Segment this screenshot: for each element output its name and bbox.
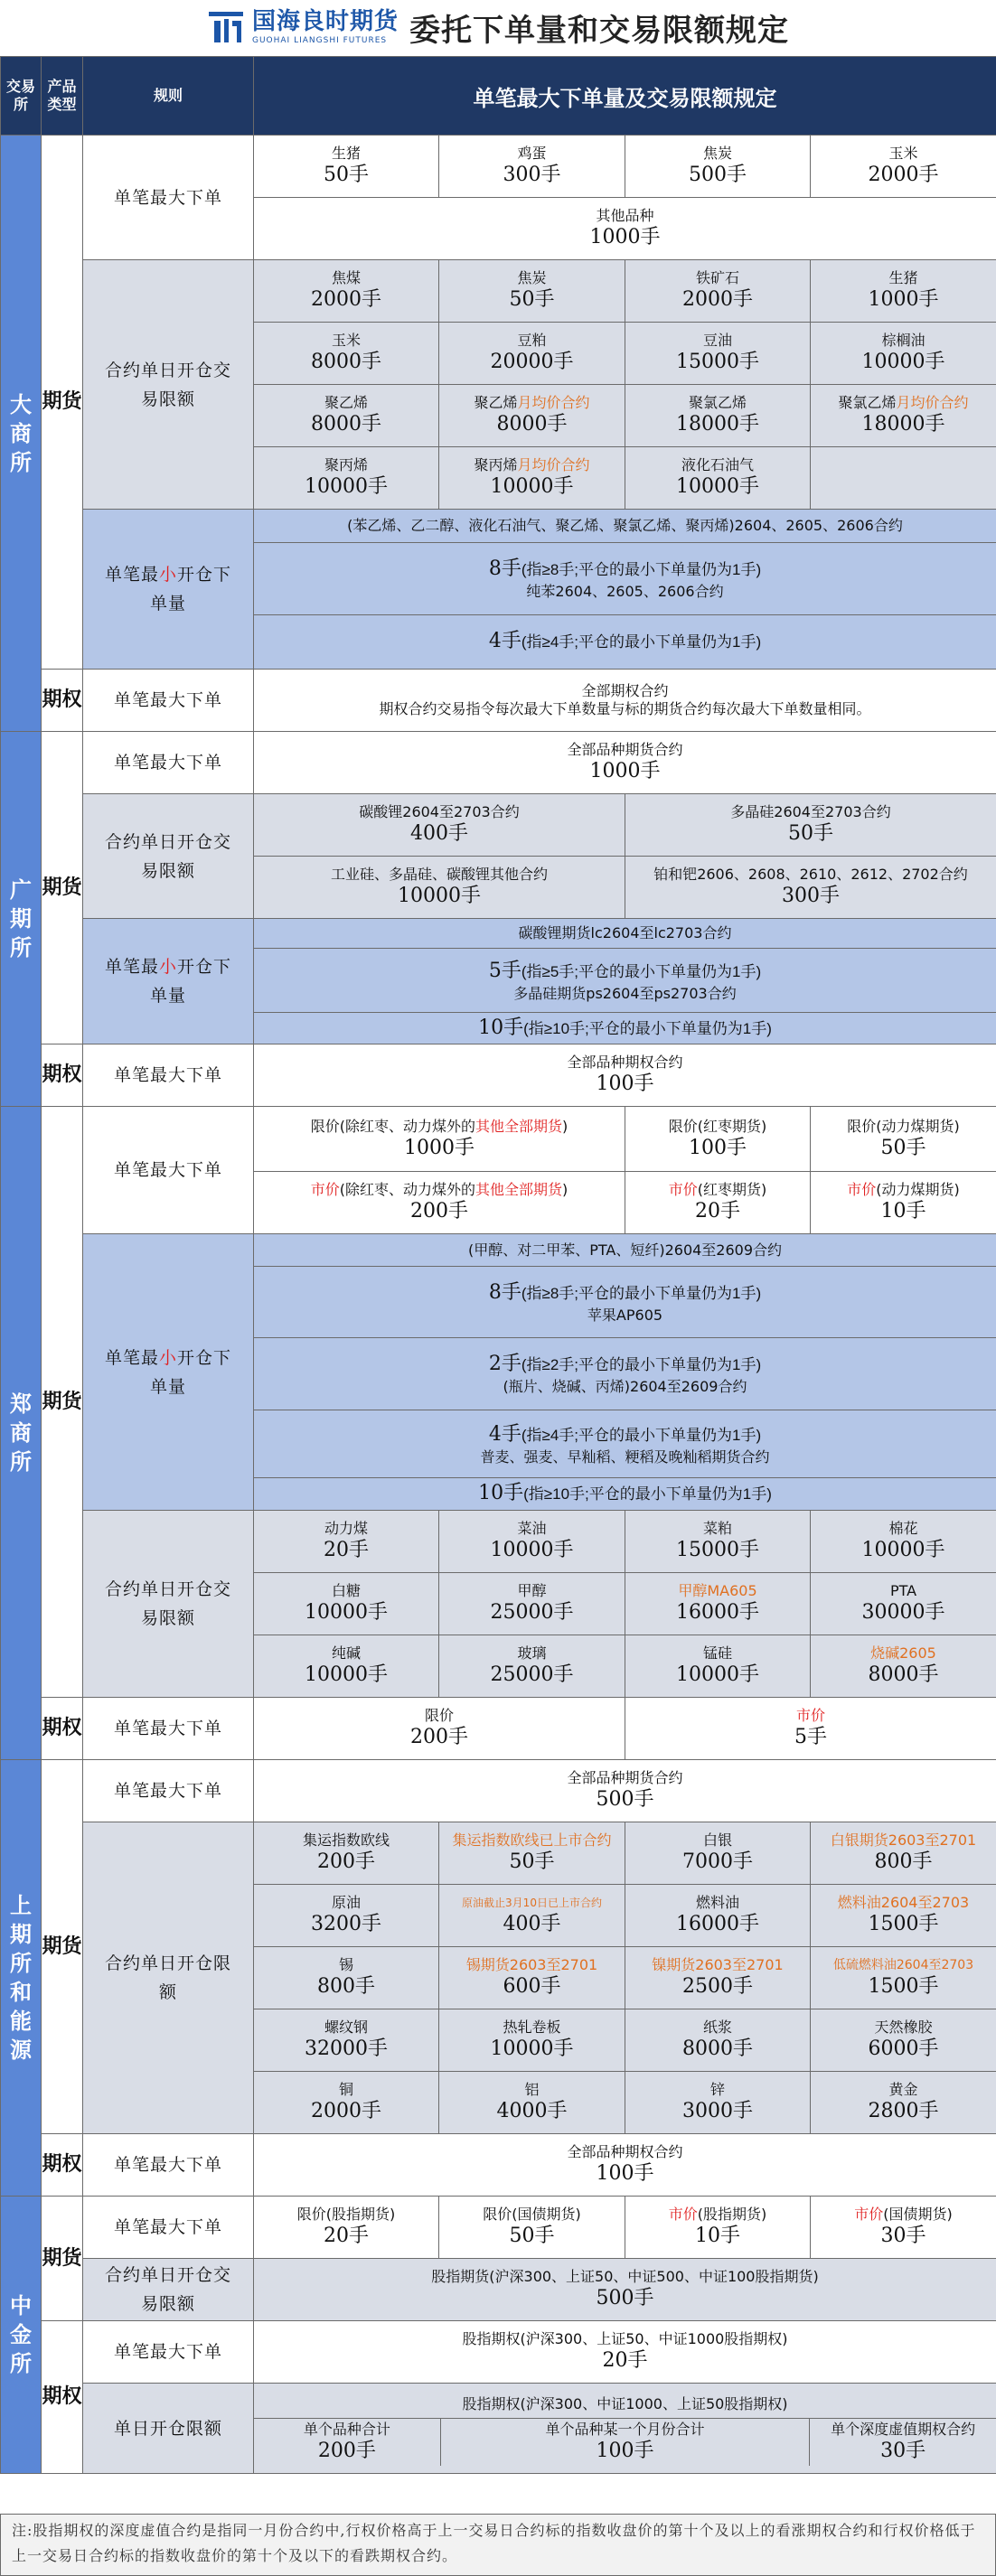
- table-cell: 鸡蛋 300手: [439, 136, 625, 198]
- table-cell: 锰硅 10000手: [625, 1635, 811, 1698]
- rule-daily-open-limit: 合约单日开仓限额: [83, 1822, 254, 2134]
- table-cell: 热轧卷板 10000手: [439, 2009, 625, 2072]
- limits-table: [0, 56, 996, 2474]
- table-cell: 2手(指≥2手;平仓的最小下单量仍为1手) (瓶片、烧碱、丙烯)2604至2609合约: [254, 1338, 996, 1410]
- table-cell: 工业硅、多晶硅、碳酸锂其他合约 10000手: [254, 857, 625, 919]
- rule-max-order: 单笔最大下单: [83, 670, 254, 732]
- rule-max-order: 单笔最大下单: [83, 136, 254, 260]
- table-cell: 限价(红枣期货) 100手: [625, 1107, 811, 1172]
- table-cell: 全部品种期权合约 100手: [254, 1044, 996, 1107]
- exchange-dce: 大商所: [1, 136, 42, 732]
- rule-max-order: 单笔最大下单: [83, 2321, 254, 2384]
- table-cell: 焦炭 50手: [439, 260, 625, 323]
- table-cell: 市价(国债期货) 30手: [811, 2197, 996, 2259]
- logo-mark-icon: [207, 8, 245, 46]
- product-type-futures: 期货: [42, 136, 83, 670]
- exchange-czce: 郑商所: [1, 1107, 42, 1760]
- table-cell: 5手(指≥5手;平仓的最小下单量仍为1手) 多晶硅期货ps2604至ps2703合约: [254, 949, 996, 1013]
- rule-max-order: 单笔最大下单: [83, 1044, 254, 1107]
- table-cell: 集运指数欧线已上市合约 50手: [439, 1822, 625, 1885]
- rule-daily-open-limit: 合约单日开仓交易限额: [83, 2259, 254, 2321]
- table-cell: 白银 7000手: [625, 1822, 811, 1885]
- rule-max-order: 单笔最大下单: [83, 732, 254, 794]
- table-cell: 8手(指≥8手;平仓的最小下单量仍为1手) 纯苯2604、2605、2606合约: [254, 543, 996, 615]
- table-cell: 4手(指≥4手;平仓的最小下单量仍为1手) 普麦、强麦、早籼稻、粳稻及晚籼稻期货合约: [254, 1410, 996, 1478]
- table-cell: 多晶硅2604至2703合约 50手: [625, 794, 996, 857]
- rule-daily-open-limit: 单日开仓限额: [83, 2384, 254, 2474]
- table-cell: 全部品种期权合约 100手: [254, 2134, 996, 2197]
- table-cell: 8手(指≥8手;平仓的最小下单量仍为1手) 苹果AP605: [254, 1267, 996, 1338]
- rule-min-open: 单笔最小开仓下单量: [83, 919, 254, 1044]
- table-cell: 原油 3200手: [254, 1885, 439, 1947]
- table-cell: 锡期货2603至2701 600手: [439, 1947, 625, 2009]
- table-cell: 焦煤 2000手: [254, 260, 439, 323]
- table-cell: 低硫燃料油2604至2703 1500手: [811, 1947, 996, 2009]
- table-cell: 菜粕 15000手: [625, 1511, 811, 1573]
- table-cell: 锌 3000手: [625, 2072, 811, 2134]
- product-type-options: 期权: [42, 670, 83, 732]
- table-cell: 白银期货2603至2701 800手: [811, 1822, 996, 1885]
- table-cell: 4手(指≥4手;平仓的最小下单量仍为1手): [254, 615, 996, 670]
- rule-daily-open-limit: 合约单日开仓交易限额: [83, 260, 254, 510]
- exchange-cffex: 中金所: [1, 2197, 42, 2474]
- rule-max-order: 单笔最大下单: [83, 2197, 254, 2259]
- table-cell: 甲醇 25000手: [439, 1573, 625, 1635]
- table-cell: 碳酸锂期货lc2604至lc2703合约: [254, 919, 996, 949]
- exchange-shfe-ine: 上期所和能源: [1, 1760, 42, 2197]
- table-cell: 聚乙烯月均价合约 8000手: [439, 385, 625, 447]
- table-cell: 全部品种期货合约 1000手: [254, 732, 996, 794]
- rule-max-order: 单笔最大下单: [83, 1760, 254, 1822]
- table-cell: 限价(股指期货) 20手: [254, 2197, 439, 2259]
- table-cell: 10手(指≥10手;平仓的最小下单量仍为1手): [254, 1478, 996, 1511]
- table-cell: 生猪 50手: [254, 136, 439, 198]
- table-cell: (甲醇、对二甲苯、PTA、短纤)2604至2609合约: [254, 1234, 996, 1267]
- table-header-row: [1, 57, 996, 136]
- table-cell: 锡 800手: [254, 1947, 439, 2009]
- table-cell: 全部期权合约 期权合约交易指令每次最大下单数量与标的期货合约每次最大下单数量相同。: [254, 670, 996, 732]
- col-head-content: 单笔最大下单量及交易限额规定: [254, 57, 996, 136]
- table-cell: 玻璃 25000手: [439, 1635, 625, 1698]
- product-type-futures: 期货: [42, 1107, 83, 1698]
- table-cell: 聚乙烯 8000手: [254, 385, 439, 447]
- table-cell: 菜油 10000手: [439, 1511, 625, 1573]
- table-cell: 纯碱 10000手: [254, 1635, 439, 1698]
- table-cell: 棕榈油 10000手: [811, 323, 996, 385]
- product-type-futures: 期货: [42, 732, 83, 1044]
- table-cell: 铁矿石 2000手: [625, 260, 811, 323]
- table-cell: 聚氯乙烯月均价合约 18000手: [811, 385, 996, 447]
- table-cell: 聚氯乙烯 18000手: [625, 385, 811, 447]
- table-cell: 甲醇MA605 16000手: [625, 1573, 811, 1635]
- product-type-options: 期权: [42, 2134, 83, 2197]
- table-cell: 原油截止3月10日已上市合约 400手: [439, 1885, 625, 1947]
- logo-chinese-text: 国海良时期货: [251, 7, 399, 35]
- table-cell: 碳酸锂2604至2703合约 400手: [254, 794, 625, 857]
- table-cell: 玉米 2000手: [811, 136, 996, 198]
- rule-max-order: 单笔最大下单: [83, 1107, 254, 1234]
- table-cell: 螺纹钢 32000手: [254, 2009, 439, 2072]
- table-cell: 限价(国债期货) 50手: [439, 2197, 625, 2259]
- table-cell: [811, 447, 996, 510]
- col-head-product-type: 产品类型: [42, 57, 83, 136]
- rule-max-order: 单笔最大下单: [83, 1698, 254, 1760]
- col-head-rule: 规则: [83, 57, 254, 136]
- logo-english-text: GUOHAI LIANGSHI FUTURES: [251, 35, 388, 45]
- table-cell: 铂和钯2606、2608、2610、2612、2702合约 300手: [625, 857, 996, 919]
- table-cell: 股指期货(沪深300、上证50、中证500、中证100股指期货) 500手: [254, 2259, 996, 2321]
- table-cell: 玉米 8000手: [254, 323, 439, 385]
- table-cell: 股指期权(沪深300、上证50、中证1000股指期权) 20手: [254, 2321, 996, 2384]
- rule-min-open: 单笔最小开仓下单量: [83, 1234, 254, 1511]
- table-cell: 市价(红枣期货) 20手: [625, 1172, 811, 1234]
- table-cell: 液化石油气 10000手: [625, 447, 811, 510]
- table-cell: 天然橡胶 6000手: [811, 2009, 996, 2072]
- table-cell: 豆油 15000手: [625, 323, 811, 385]
- table-cell: 黄金 2800手: [811, 2072, 996, 2134]
- table-cell: 燃料油 16000手: [625, 1885, 811, 1947]
- table-cell: 限价(动力煤期货) 50手: [811, 1107, 996, 1172]
- table-cell: 市价(动力煤期货) 10手: [811, 1172, 996, 1234]
- table-cell: 铝 4000手: [439, 2072, 625, 2134]
- table-cell: 豆粕 20000手: [439, 323, 625, 385]
- table-cell: 全部品种期货合约 500手: [254, 1760, 996, 1822]
- page-title: 委托下单量和交易限额规定: [409, 12, 789, 49]
- table-cell: 纸浆 8000手: [625, 2009, 811, 2072]
- table-cell: 市价 5手: [625, 1698, 996, 1760]
- table-cell: 限价(除红枣、动力煤外的其他全部期货) 1000手: [254, 1107, 625, 1172]
- table-cell: (苯乙烯、乙二醇、液化石油气、聚乙烯、聚氯乙烯、聚丙烯)2604、2605、2606合约: [254, 510, 996, 543]
- table-cell: PTA 30000手: [811, 1573, 996, 1635]
- product-type-options: 期权: [42, 1044, 83, 1107]
- table-cell: 动力煤 20手: [254, 1511, 439, 1573]
- footnote: 注:股指期权的深度虚值合约是指同一月份合约中,行权价格高于上一交易日合约标的指数收盘价的第十个及以上的看涨期权合约和行权价格低于上一交易日合约标的指数收盘价的第十个及以下的看跌期权合约。: [0, 2514, 996, 2576]
- table-cell: 铜 2000手: [254, 2072, 439, 2134]
- product-type-futures: 期货: [42, 2197, 83, 2321]
- table-cell: 聚丙烯 10000手: [254, 447, 439, 510]
- product-type-futures: 期货: [42, 1760, 83, 2134]
- rule-min-open: 单笔最小开仓下单量: [83, 510, 254, 670]
- table-cell: 股指期权(沪深300、中证1000、上证50股指期权) 单个品种合计 200手 单个品种某一个月份合计 100手 单个深度虚值期权合约 30手: [254, 2384, 996, 2474]
- product-type-options: 期权: [42, 1698, 83, 1760]
- exchange-gfex: 广期所: [1, 732, 42, 1107]
- table-cell: 聚丙烯月均价合约 10000手: [439, 447, 625, 510]
- table-cell: 集运指数欧线 200手: [254, 1822, 439, 1885]
- table-cell: 生猪 1000手: [811, 260, 996, 323]
- rule-daily-open-limit: 合约单日开仓交易限额: [83, 1511, 254, 1698]
- table-cell: 限价 200手: [254, 1698, 625, 1760]
- rule-daily-open-limit: 合约单日开仓交易限额: [83, 794, 254, 919]
- col-head-exchange: 交易所: [1, 57, 42, 136]
- table-cell: 镍期货2603至2701 2500手: [625, 1947, 811, 2009]
- table-cell: 焦炭 500手: [625, 136, 811, 198]
- product-type-options: 期权: [42, 2321, 83, 2474]
- table-cell: 10手(指≥10手;平仓的最小下单量仍为1手): [254, 1013, 996, 1044]
- table-cell: 烧碱2605 8000手: [811, 1635, 996, 1698]
- table-cell: 白糖 10000手: [254, 1573, 439, 1635]
- document-header: [0, 0, 996, 56]
- table-cell: 市价(股指期货) 10手: [625, 2197, 811, 2259]
- company-logo: [207, 8, 399, 46]
- table-cell: 其他品种 1000手: [254, 198, 996, 260]
- table-cell: 市价(除红枣、动力煤外的其他全部期货) 200手: [254, 1172, 625, 1234]
- table-cell: 棉花 10000手: [811, 1511, 996, 1573]
- rule-max-order: 单笔最大下单: [83, 2134, 254, 2197]
- table-cell: 燃料油2604至2703 1500手: [811, 1885, 996, 1947]
